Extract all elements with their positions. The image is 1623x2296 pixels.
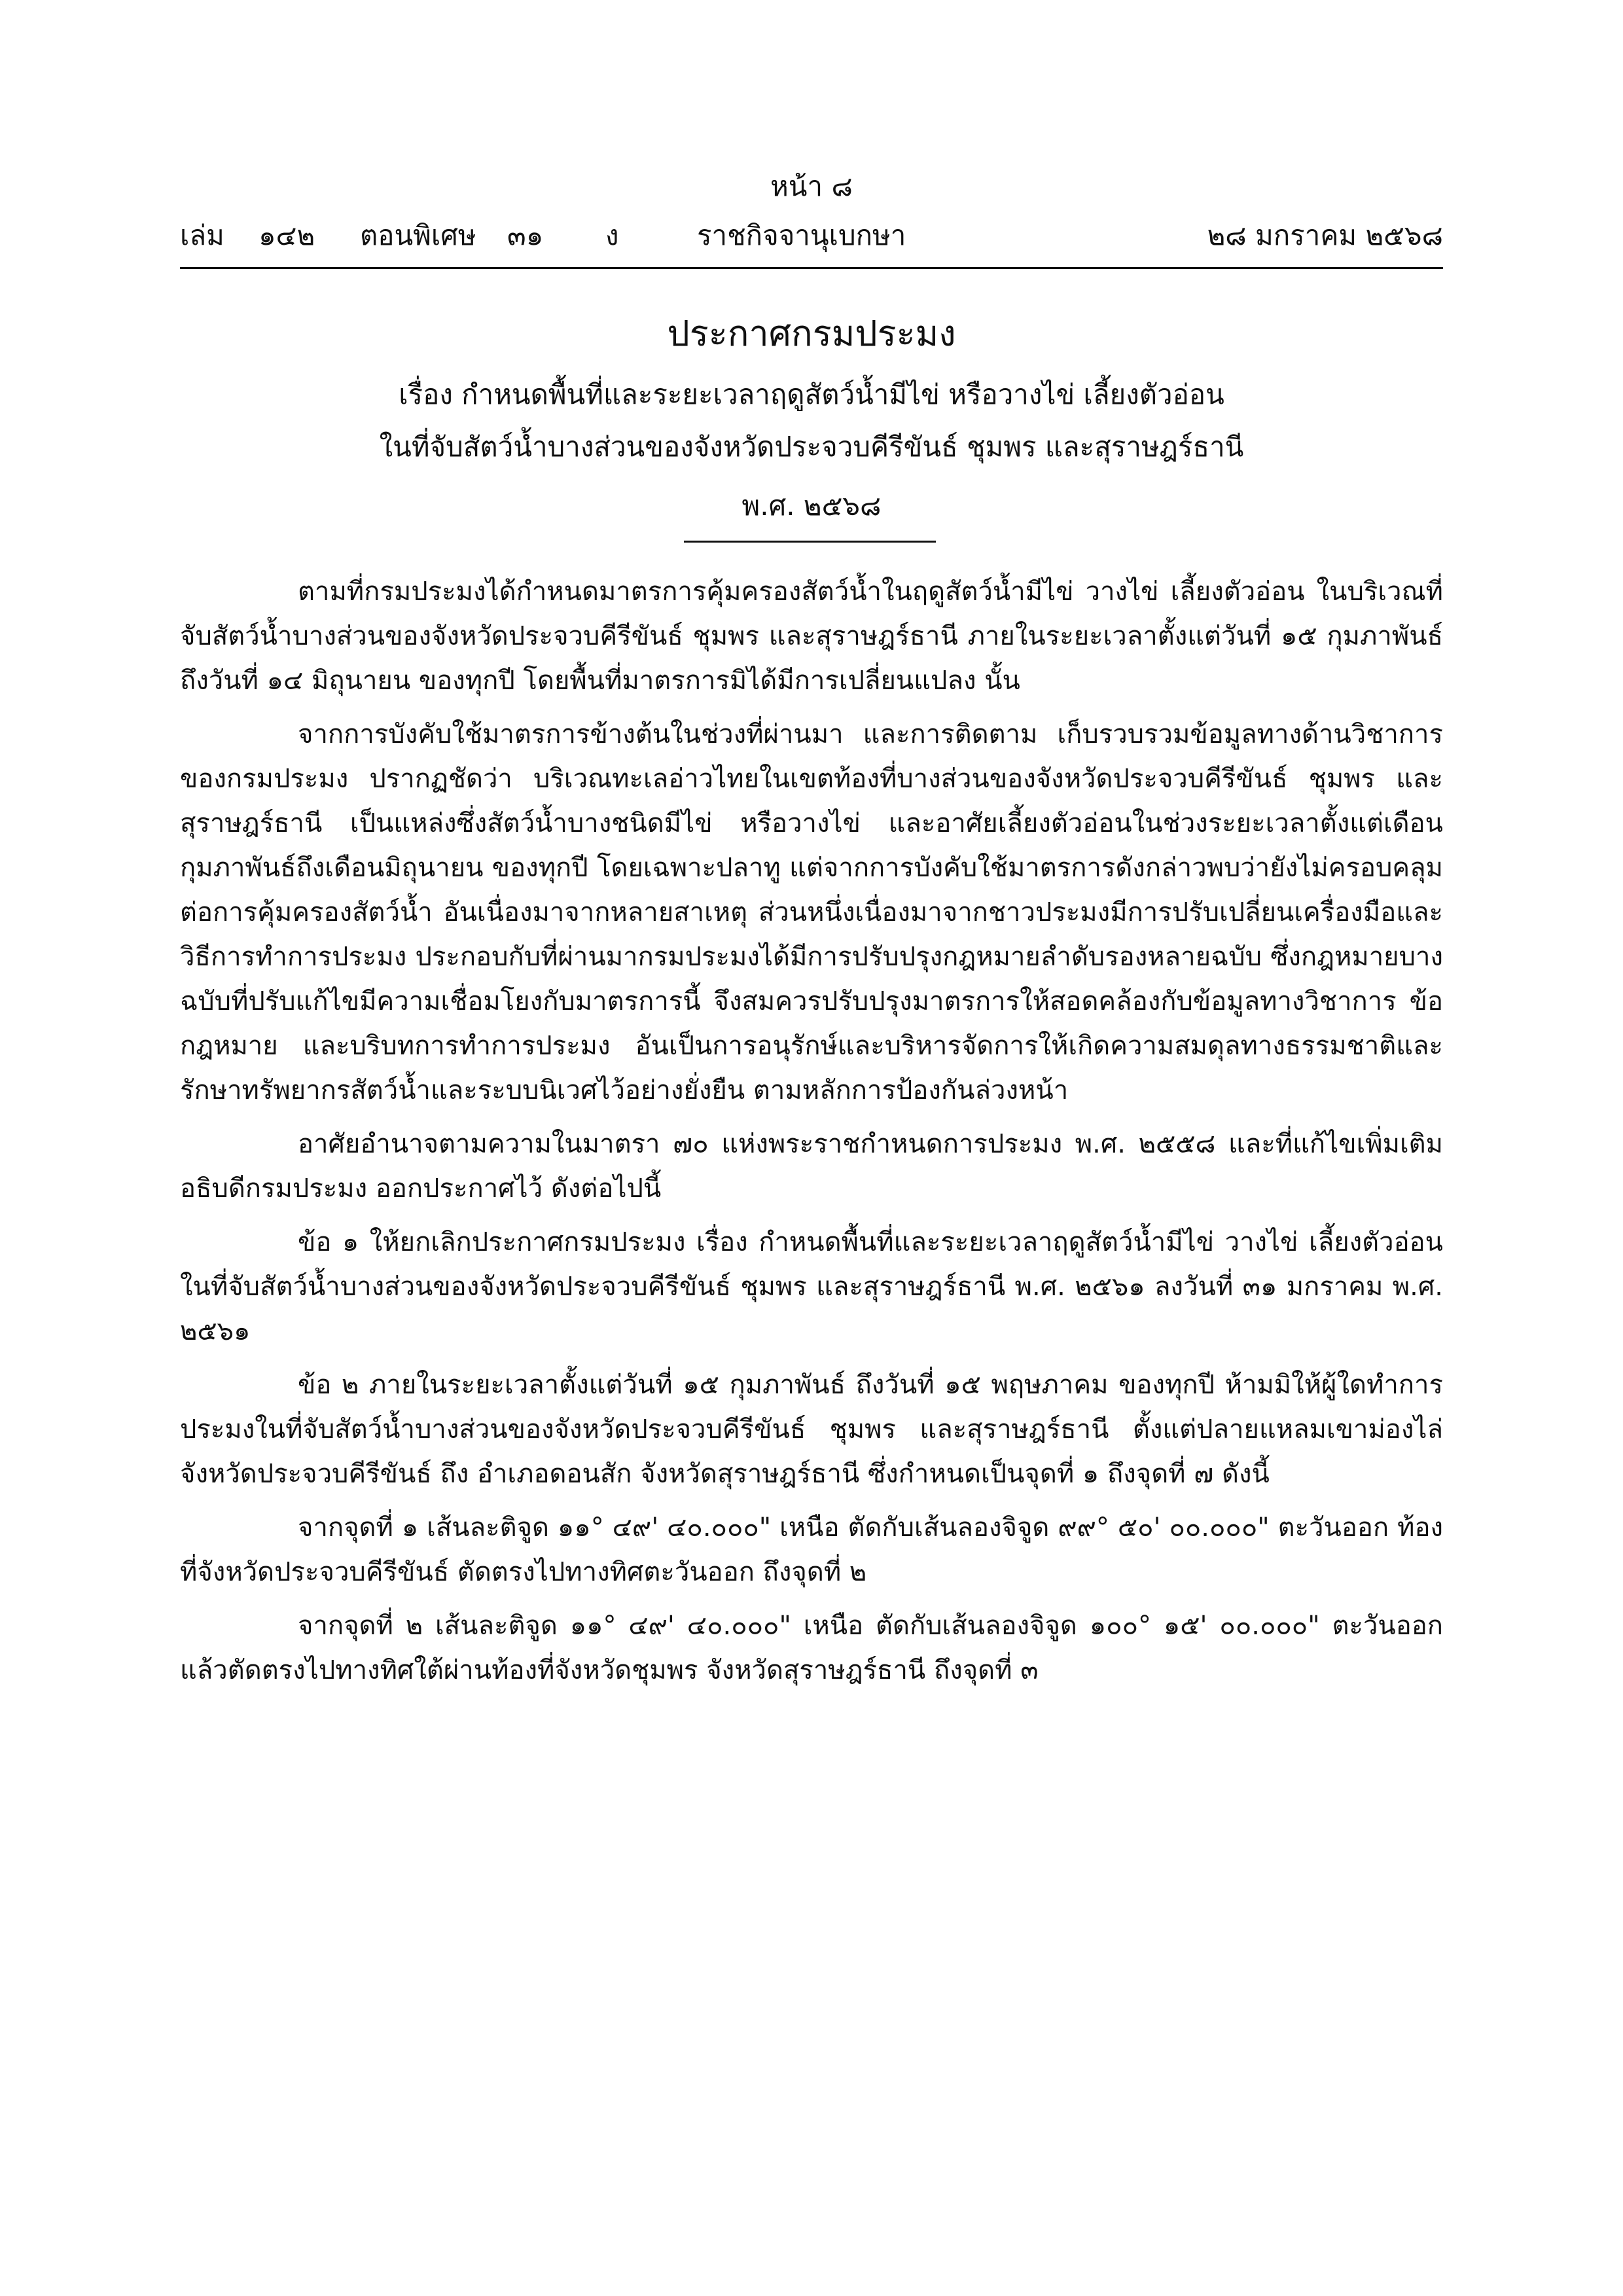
paragraph-background: ตามที่กรมประมงได้กำหนดมาตรการคุ้มครองสัตว์น้ำในฤดูสัตว์น้ำมีไข่ วางไข่ เลี้ยงตัวอ่อน ในบริเวณที่จับสัตว์น้ำบางส่วนของจังหวัดประจวบคีรีขันธ์ ชุมพร และสุราษฎร์ธานี ภายในระยะเวลาตั้งแต่วันที่ ๑๕ กุมภาพันธ์ ถึงวันที่ ๑๔ มิถุนายน ของทุกปี โดยพื้นที่มาตรการมิได้มีการเปลี่ยนแปลง นั้น: [180, 577, 1443, 696]
publication-date: ๒๘ มกราคม ๒๕๖๘: [1207, 219, 1443, 251]
section-letter: ง: [605, 219, 619, 251]
header-divider: [180, 267, 1443, 269]
clause-2: ข้อ ๒ ภายในระยะเวลาตั้งแต่วันที่ ๑๕ กุมภาพันธ์ ถึงวันที่ ๑๕ พฤษภาคม ของทุกปี ห้ามมิให้ผู้ใดทำการประมงในที่จับสัตว์น้ำบางส่วนของจังหวัดประจวบคีรีขันธ์ ชุมพร และสุราษฎร์ธานี ตั้งแต่ปลายแหลมเขาม่องไล่ จังหวัดประจวบคีรีขันธ์ ถึง อำเภอดอนสัก จังหวัดสุราษฎร์ธานี ซึ่งกำหนดเป็นจุดที่ ๑ ถึงจุดที่ ๗ ดังนี้: [180, 1370, 1443, 1489]
issue-number: ๓๑: [507, 219, 544, 251]
paragraph-authority: อาศัยอำนาจตามความในมาตรา ๗๐ แห่งพระราชกำหนดการประมง พ.ศ. ๒๕๕๘ และที่แก้ไขเพิ่มเติม อธิบดีกรมประมง ออกประกาศไว้ ดังต่อไปนี้: [180, 1129, 1443, 1204]
clause-1: ข้อ ๑ ให้ยกเลิกประกาศกรมประมง เรื่อง กำหนดพื้นที่และระยะเวลาฤดูสัตว์น้ำมีไข่ วางไข่ เลี้ยงตัวอ่อน ในที่จับสัตว์น้ำบางส่วนของจังหวัดประจวบคีรีขันธ์ ชุมพร และสุราษฎร์ธานี พ.ศ. ๒๕๖๑ ลงวันที่ ๓๑ มกราคม พ.ศ. ๒๕๖๑: [180, 1227, 1443, 1346]
announcement-title: ประกาศกรมประมง: [667, 313, 956, 354]
page-number: หน้า ๘: [770, 170, 853, 202]
announcement-body: [180, 569, 1443, 1702]
title-divider: [684, 541, 936, 543]
volume-label: เล่ม: [180, 219, 224, 251]
paragraph-rationale: จากการบังคับใช้มาตรการข้างต้นในช่วงที่ผ่านมา และการติดตาม เก็บรวบรวมข้อมูลทางด้านวิชาการของกรมประมง ปรากฏชัดว่า บริเวณทะเลอ่าวไทยในเขตท้องที่บางส่วนของจังหวัดประจวบคีรีขันธ์ ชุมพร และสุราษฎร์ธานี เป็นแหล่งซึ่งสัตว์น้ำบางชนิดมีไข่ หรือวางไข่ และอาศัยเลี้ยงตัวอ่อนในช่วงระยะเวลาตั้งแต่เดือนกุมภาพันธ์ถึงเดือนมิถุนายน ของทุกปี โดยเฉพาะปลาทู แต่จากการบังคับใช้มาตรการดังกล่าวพบว่ายังไม่ครอบคลุมต่อการคุ้มครองสัตว์น้ำ อันเนื่องมาจากหลายสาเหตุ ส่วนหนึ่งเนื่องมาจากชาวประมงมีการปรับเปลี่ยนเครื่องมือและวิธีการทำการประมง ประกอบกับที่ผ่านมากรมประมงได้มีการปรับปรุงกฎหมายลำดับรองหลายฉบับ ซึ่งกฎหมายบางฉบับที่ปรับแก้ไขมีความเชื่อมโยงกับมาตรการนี้ จึงสมควรปรับปรุงมาตรการให้สอดคล้องกับข้อมูลทางวิชาการ ข้อกฎหมาย และบริบทการทำการประมง อันเป็นการอนุรักษ์และบริหารจัดการให้เกิดความสมดุลทางธรรมชาติและรักษาทรัพยากรสัตว์น้ำและระบบนิเวศไว้อย่างยั่งยืน ตามหลักการป้องกันล่วงหน้า: [180, 719, 1443, 1105]
subject-line-1: เรื่อง กำหนดพื้นที่และระยะเวลาฤดูสัตว์น้ำมีไข่ หรือวางไข่ เลี้ยงตัวอ่อน: [399, 378, 1224, 410]
volume-number: ๑๔๒: [259, 219, 315, 251]
gazette-name: ราชกิจจานุเบกษา: [697, 219, 906, 251]
subject-line-2: ในที่จับสัตว์น้ำบางส่วนของจังหวัดประจวบคีรีขันธ์ ชุมพร และสุราษฎร์ธานี: [379, 431, 1244, 463]
point-1-description: จากจุดที่ ๑ เส้นละติจูด ๑๑° ๔๙' ๔๐.๐๐๐" เหนือ ตัดกับเส้นลองจิจูด ๙๙° ๕๐' ๐๐.๐๐๐" ตะวันออก ท้องที่จังหวัดประจวบคีรีขันธ์ ตัดตรงไปทางทิศตะวันออก ถึงจุดที่ ๒: [180, 1513, 1443, 1587]
issue-label: ตอนพิเศษ: [360, 219, 476, 251]
point-2-description: จากจุดที่ ๒ เส้นละติจูด ๑๑° ๔๙' ๔๐.๐๐๐" เหนือ ตัดกับเส้นลองจิจูด ๑๐๐° ๑๕' ๐๐.๐๐๐" ตะวันออก แล้วตัดตรงไปทางทิศใต้ผ่านท้องที่จังหวัดชุมพร จังหวัดสุราษฎร์ธานี ถึงจุดที่ ๓: [180, 1611, 1443, 1685]
gazette-header: [180, 213, 1443, 259]
subject-year: พ.ศ. ๒๕๖๘: [741, 490, 882, 522]
